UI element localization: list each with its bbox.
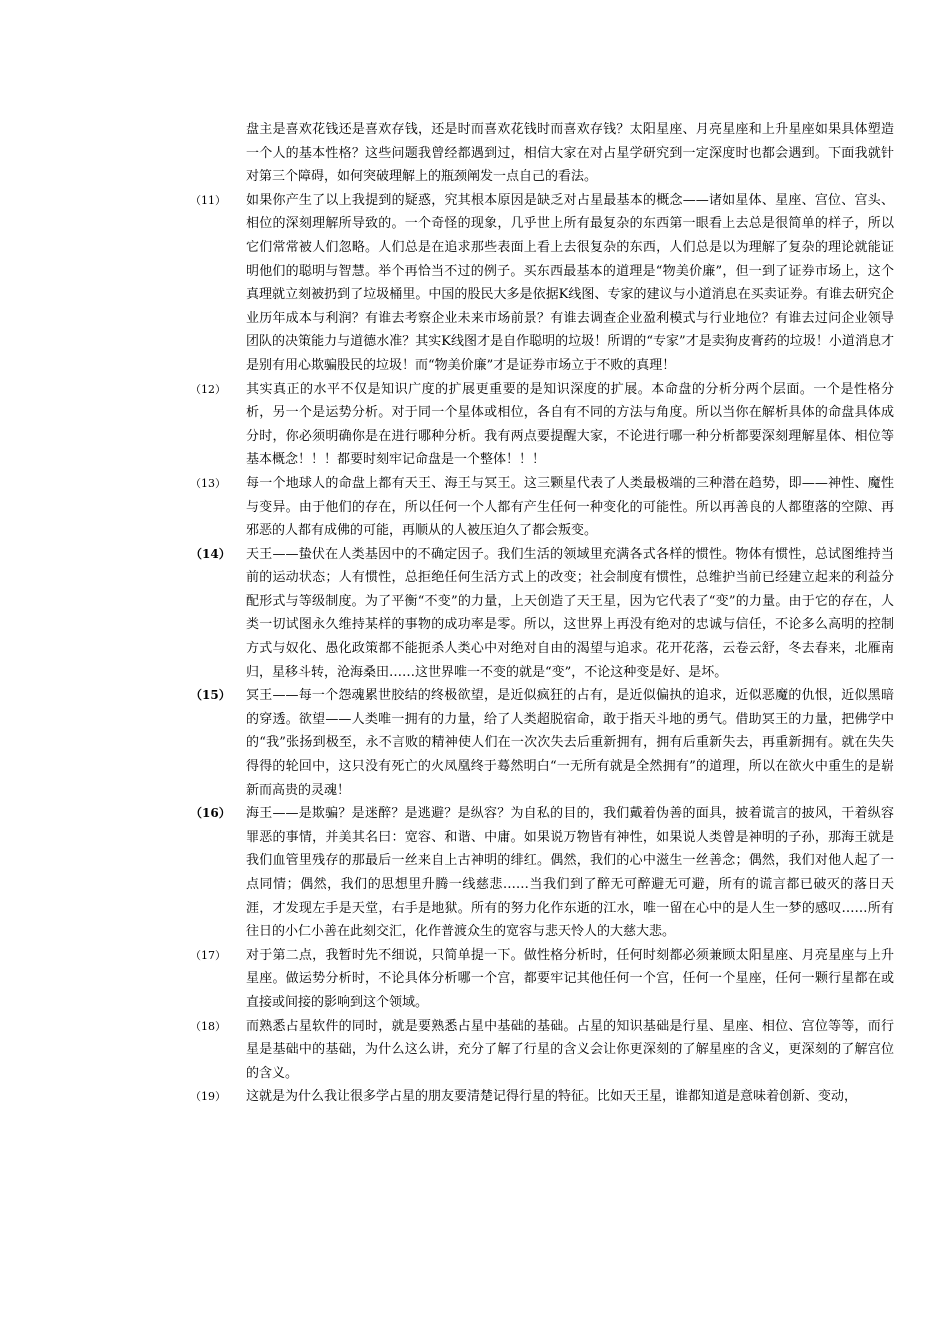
paragraph-19 (0, 1085, 894, 1109)
paragraph-text: 而熟悉占星软件的同时，就是要熟悉占星中基础的基础。占星的知识基础是行星、星座、相位、宫位等等，而行星是基础中的基础，为什么这么讲，充分了解了行星的含义会让你更深刻的了解星座的含义，更深刻的了解宫位的含义。 (246, 1018, 894, 1081)
paragraph-number: （13） (190, 476, 226, 490)
paragraph-text: 天王——蛰伏在人类基因中的不确定因子。我们生活的领域里充满各式各样的惯性。物体有惯性，总试图维持当前的运动状态；人有惯性，总拒绝任何生活方式上的改变；社会制度有惯性，总维护当前已经建立起来的利益分配形式与等级制度。为了平衡“不变”的力量，上天创造了天王星，因为它代表了“变”的力量。由于它的存在，人类一切试图永久维持某样的事物的成功率是零。所以，这世界上再没有绝对的忠诚与信任，不论多么高明的控制方式与奴化、愚化政策都不能扼杀人类心中对绝对自由的渴望与追求。花开花落，云卷云舒，冬去春来，北雁南归，星移斗转，沧海桑田……这世界唯一不变的就是“变”，不论这种变是好、是坏。 (246, 546, 894, 680)
paragraph-text: 每一个地球人的命盘上都有天王、海王与冥王。这三颗星代表了人类最极端的三种潜在趋势，即——神性、魔性与变异。由于他们的存在，所以任何一个人都有产生任何一种变化的可能性。所以再善良的人都堕落的空隙、再邪恶的人都有成佛的可能，再顺从的人被压迫久了都会叛变。 (246, 475, 894, 539)
paragraph-13 (0, 472, 894, 543)
paragraph-number: （17） (190, 948, 226, 962)
paragraph-number: （12） (190, 382, 226, 396)
paragraph-number: （15） (190, 688, 231, 703)
paragraph-text: 这就是为什么我让很多学占星的朋友要清楚记得行星的特征。比如天王星，谁都知道是意味着创新、变动， (246, 1089, 858, 1105)
paragraph-11 (0, 189, 894, 378)
document-page (0, 118, 950, 1109)
paragraph-text: 其实真正的水平不仅是知识广度的扩展更重要的是知识深度的扩展。本命盘的分析分两个层面。一个是性格分析，另一个是运势分析。对于同一个星体或相位，各自有不同的方法与角度。所以当你在解析具体的命盘具体成分时，你必须明确你是在进行哪种分析。我有两点要提醒大家，不论进行哪一种分析都要深刻理解星体、相位等基本概念！！！都要时刻牢记命盘是一个整体！！！ (246, 381, 894, 468)
paragraph-text: 冥王——每一个怨魂累世胶结的终极欲望，是近似疯狂的占有，是近似偏执的追求，近似恶魔的仇恨，近似黑暗的穿透。欲望——人类唯一拥有的力量，给了人类超脱宿命，敢于指天斗地的勇气。借助冥王的力量，把佛学中的“我”张扬到极至，永不言败的精神使人们在一次次失去后重新拥有，拥有后重新失去，再重新拥有。就在失失得得的轮回中，这只没有死亡的火凤凰终于蓦然明白“一无所有就是全然拥有”的道理，所以在欲火中重生的是崭新而高贵的灵魂！ (246, 688, 894, 798)
paragraph-number: （11） (190, 193, 226, 207)
paragraph-18 (0, 1015, 894, 1086)
paragraph-15 (0, 684, 894, 802)
paragraph-text: 海王——是欺骗？是迷醉？是逃避？是纵容？为自私的目的，我们戴着伪善的面具，披着谎言的披风，干着纵容罪恶的事情，并美其名曰：宽容、和谐、中庸。如果说万物皆有神性，如果说人类曾是神明的子孙，那海王就是我们血管里残存的那最后一丝来自上古神明的绯红。偶然，我们的心中滋生一丝善念；偶然，我们对他人起了一点同情；偶然，我们的思想里升腾一线慈悲……当我们到了醉无可醉避无可避，所有的谎言都已破灭的落日天涯，才发现左手是天堂，右手是地狱。所有的努力化作东逝的江水，唯一留在心中的是人生一梦的感叹……所有往日的小仁小善在此刻交汇，化作普渡众生的宽容与悲天怜人的大慈大悲。 (246, 806, 894, 940)
paragraph-continuation (0, 118, 894, 189)
paragraph-16 (0, 802, 894, 944)
paragraph-text: 对于第二点，我暂时先不细说，只简单提一下。做性格分析时，任何时刻都必须兼顾太阳星座、月亮星座与上升星座。做运势分析时，不论具体分析哪一个宫，都要牢记其他任何一个宫，任何一个星座，任何一颗行星都在或直接或间接的影响到这个领域。 (246, 947, 894, 1010)
paragraph-12 (0, 378, 894, 472)
paragraph-number: （19） (190, 1090, 226, 1104)
paragraph-number: （16） (190, 806, 231, 821)
paragraph-17 (0, 944, 894, 1015)
paragraph-text: 如果你产生了以上我提到的疑惑，究其根本原因是缺乏对占星最基本的概念——诸如星体、星座、宫位、宫头、相位的深刻理解所导致的。一个奇怪的现象，几乎世上所有最复杂的东西第一眼看上去总是很简单的样子，所以它们常常被人们忽略。人们总是在追求那些表面上看上去很复杂的东西，人们总是以为理解了复杂的理论就能证明他们的聪明与智慧。举个再恰当不过的例子。买东西最基本的道理是“物美价廉”，但一到了证券市场上，这个真理就立刻被扔到了垃圾桶里。中国的股民大多是依据K线图、专家的建议与小道消息在买卖证券。有谁去研究企业历年成本与利润？有谁去考察企业未来市场前景？有谁去调查企业盈利模式与行业地位？有谁去过问企业领导团队的决策能力与道德水准？其实K线图才是自作聪明的垃圾！所谓的“专家”才是卖狗皮膏药的垃圾！小道消息才是别有用心欺骗股民的垃圾！而“物美价廉”才是证券市场立于不败的真理！ (246, 192, 894, 373)
paragraph-number: （18） (190, 1019, 226, 1033)
paragraph-14 (0, 543, 894, 685)
paragraph-text: 盘主是喜欢花钱还是喜欢存钱，还是时而喜欢花钱时而喜欢存钱？太阳星座、月亮星座和上升星座如果具体塑造一个人的基本性格？这些问题我曾经都遇到过，相信大家在对占星学研究到一定深度时也都会遇到。下面我就针对第三个障碍，如何突破理解上的瓶颈阐发一点自己的看法。 (246, 122, 894, 185)
paragraph-number: （14） (190, 546, 231, 561)
